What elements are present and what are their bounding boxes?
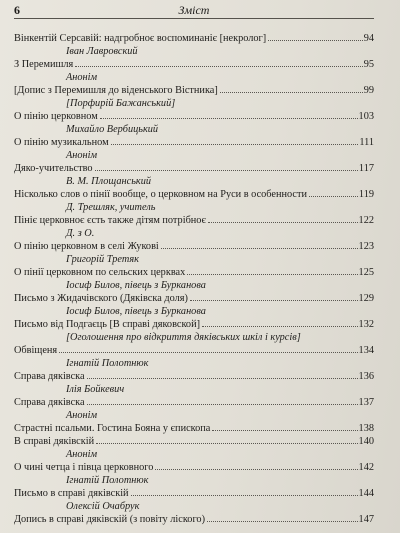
toc-entry: [14, 32, 374, 45]
toc-entry: [14, 487, 374, 500]
toc-author: Анонім: [66, 150, 98, 161]
toc-page-number: 134: [358, 345, 374, 356]
toc-entry: [14, 292, 374, 305]
dot-leader: [208, 222, 358, 223]
toc-entry: [14, 240, 374, 253]
toc-entry: [14, 435, 374, 448]
dot-leader: [131, 495, 358, 496]
dot-leader: [212, 430, 357, 431]
toc-title: О пінії церковном по сельских церквах: [14, 267, 186, 278]
toc-page-number: 138: [358, 423, 374, 434]
toc-page-number: 103: [358, 111, 374, 122]
toc-page-number: 94: [363, 33, 374, 44]
dot-leader: [155, 469, 357, 470]
toc-page-number: 111: [359, 137, 374, 148]
page-header: [14, 2, 374, 19]
dot-leader: [268, 40, 362, 41]
toc-page-number: 140: [358, 436, 374, 447]
toc-page-number: 136: [358, 371, 374, 382]
toc-page-number: 125: [358, 267, 374, 278]
toc-author: Михайло Вербицький: [66, 124, 159, 135]
toc-entry: [14, 84, 374, 97]
toc-page-number: 119: [358, 189, 374, 200]
toc-author: Д. Трешляк, учитель: [66, 202, 156, 213]
dot-leader: [161, 248, 358, 249]
toc-author: В. М. Площанський: [66, 176, 152, 187]
dot-leader: [95, 170, 358, 171]
toc-title: О чині четца і півца церковного: [14, 462, 154, 473]
dot-leader: [220, 92, 363, 93]
toc-author: Анонім: [66, 449, 98, 460]
dot-leader: [87, 404, 358, 405]
dot-leader: [96, 443, 357, 444]
toc-author: Іван Лавровский: [66, 46, 138, 57]
toc-title: Страстні псальми. Гостина Бояна у єпископа: [14, 423, 211, 434]
toc-author: Д. з О.: [66, 228, 95, 239]
toc-author: Анонім: [66, 410, 98, 421]
toc-entry: [14, 110, 374, 123]
dot-leader: [309, 196, 358, 197]
toc-title: Нісколько слов о пінії вообще, о церковном на Руси в особенности: [14, 189, 307, 200]
toc-entry: [14, 58, 374, 71]
dot-leader: [187, 274, 357, 275]
dot-leader: [207, 521, 358, 522]
toc-page-number: 147: [358, 514, 374, 525]
toc-page-number: 95: [363, 59, 374, 70]
toc-author: Ігнатій Полотнюк: [66, 358, 149, 369]
toc-page-number: 122: [358, 215, 374, 226]
toc-page-number: 123: [358, 241, 374, 252]
toc-author: Ілія Бойкевич: [66, 384, 125, 395]
toc-entry: [14, 318, 374, 331]
toc-author: Ігнатій Полотнюк: [66, 475, 149, 486]
toc-entry: [14, 188, 374, 201]
toc-title: Вінкентій Серсавій: надгробноє воспоминаніє [некролог]: [14, 33, 267, 44]
toc-page-number: 144: [358, 488, 374, 499]
toc-title: Обвіщеня: [14, 345, 58, 356]
page-number: 6: [14, 3, 20, 17]
dot-leader: [111, 144, 359, 145]
toc-title: О пінію церковном: [14, 111, 98, 122]
toc-page-number: 137: [358, 397, 374, 408]
toc-title: З Перемишля: [14, 59, 74, 70]
toc-entry: [14, 513, 374, 526]
toc-page-number: 132: [358, 319, 374, 330]
toc-entry: [14, 344, 374, 357]
toc-title: Письмо в справі дяківскій: [14, 488, 129, 499]
toc-title: Справа дяківска: [14, 397, 85, 408]
table-of-contents: [14, 32, 374, 526]
dot-leader: [59, 352, 357, 353]
toc-title: В справі дяківскій: [14, 436, 95, 447]
toc-page-number: 117: [358, 163, 374, 174]
toc-author: Григорій Третяк: [66, 254, 139, 265]
toc-title: О пінію музикальном: [14, 137, 109, 148]
toc-entry: [14, 396, 374, 409]
toc-page-number: 129: [358, 293, 374, 304]
toc-entry: [14, 461, 374, 474]
toc-page-number: 99: [363, 85, 374, 96]
dot-leader: [202, 326, 358, 327]
toc-title: Дяко-учительство: [14, 163, 93, 174]
toc-entry: [14, 136, 374, 149]
dot-leader: [75, 66, 362, 67]
dot-leader: [100, 118, 358, 119]
toc-entry: [14, 214, 374, 227]
dot-leader: [87, 378, 358, 379]
toc-title: [Допис з Перемишля до віденського Вістника]: [14, 85, 218, 96]
toc-title: Письмо з Жидачівского (Дяківска доля): [14, 293, 188, 304]
toc-entry: [14, 266, 374, 279]
toc-title: О пінію церковном в селі Жукові: [14, 241, 159, 252]
toc-author: Анонім: [66, 72, 98, 83]
toc-author: Іосиф Билов, півець з Бурканова: [66, 280, 206, 291]
running-title: Зміст: [178, 3, 210, 17]
toc-author: [Порфирій Бажанський]: [66, 98, 176, 109]
toc-title: Письмо від Подгаєць [В справі дяковской]: [14, 319, 201, 330]
toc-entry: [14, 162, 374, 175]
dot-leader: [190, 300, 358, 301]
toc-title: Пініє церковноє єсть также дітям потрібноє: [14, 215, 206, 226]
toc-author: Олексій Очабрук: [66, 501, 140, 512]
toc-page-number: 142: [358, 462, 374, 473]
toc-title: Справа дяківска: [14, 371, 85, 382]
toc-author: [Оголошення про відкриття дяківських шкіл і курсів]: [66, 332, 301, 343]
toc-author: Іосиф Билов, півець з Бурканова: [66, 306, 206, 317]
toc-entry: [14, 370, 374, 383]
toc-title: Допись в справі дяківскій (з повіту ліского): [14, 514, 206, 525]
toc-entry: [14, 422, 374, 435]
